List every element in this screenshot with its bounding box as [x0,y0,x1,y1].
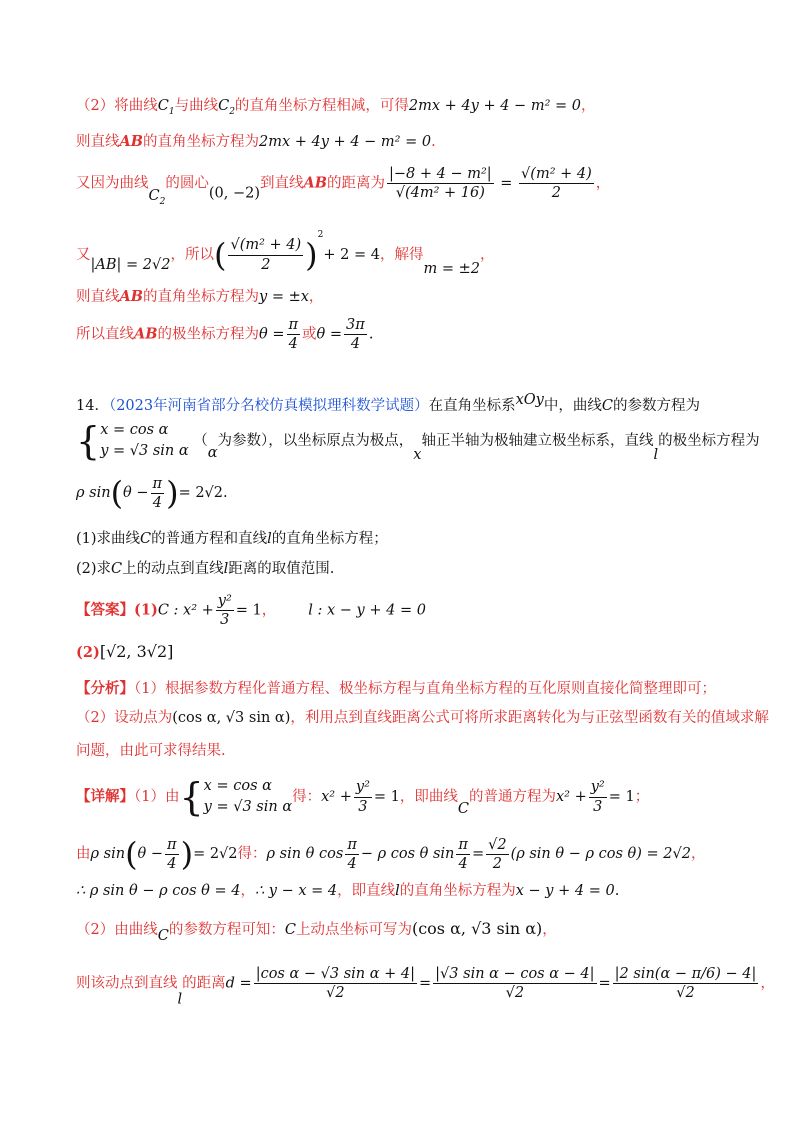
equation: = 1 [235,602,262,619]
text: ， [690,846,706,863]
curve-c: C [457,801,469,818]
text: 的直角坐标方程相减，可得 [234,98,409,114]
text: 在直角坐标系 [428,398,516,414]
equation: d = [225,975,252,992]
text: ， [542,922,557,938]
fraction: $\frac{\pi}{4}$ [167,836,177,872]
equation: = 1 [373,789,400,806]
fraction: $\frac{\pi}{4}$ [152,475,163,511]
text: ； [634,789,650,806]
text: 的普通方程为 [468,789,556,806]
fraction: $\frac{\pi}{4}$ [458,836,468,872]
text: . [223,485,228,502]
text: ， [580,98,596,114]
equation: + 2 = 4 [323,247,380,263]
fraction: $\frac{\text{|−8 + 4 − m²|}}{\text{√(4m² + 16)}}$ [389,166,492,202]
question-14-polar: ρ sin(θ − $\frac{\pi}{4}$ )= 2√2. [76,474,228,512]
equation: = 2√2 [178,485,224,502]
solution-part2-line2 [76,133,760,151]
text: 的参数方程为 [612,398,700,414]
param-system: x = cos α y = √3 sin α [100,422,189,460]
equation: y = ±x [259,289,309,305]
text: 的极坐标方程为 [157,326,260,343]
solution-part2-line5 [76,288,760,306]
answer-line-1 [76,592,760,629]
param-system: x = cos α y = √3 sin α [203,778,293,816]
answer-label: (2) [76,644,100,661]
alpha: α [207,445,218,462]
equation: = [419,975,432,992]
answer-range: [√2, 3√2] [99,642,174,661]
equation: = 2√2 [193,846,238,863]
text: 中，曲线 [543,398,602,414]
equation: |AB| = 2√2 [90,257,171,273]
text: 问题，由此可求得结果. [76,743,226,759]
center-point: (0, −2) [208,185,260,202]
equation: ρ sin [90,846,126,863]
curve-c: C [140,531,152,547]
text: ，解得 [379,247,424,263]
text: . [368,326,374,343]
equation: = [598,975,611,992]
equation: ∴ ρ sin θ − ρ cos θ = 4 [76,883,241,899]
text: 的直角坐标方程为 [143,134,260,150]
fraction: $\frac{3\pi}{4}$ [346,317,365,353]
fraction: $\frac{\text{√(m² + 4)}}{2}$ [230,237,302,273]
fraction: $\frac{\text{y²}}{3}$ [355,779,370,815]
text: 所以直线 [76,326,134,343]
text: 或 [302,326,317,343]
line-l: l [653,447,659,464]
answer-line-2 [76,642,760,662]
question-source: （2023年河南省部分名校仿真模拟理科数学试题） [108,398,429,414]
analysis-line-1 [76,680,760,698]
equation: θ − [123,485,149,502]
answer-tag: 【答案】 [76,601,134,619]
text: 距离的取值范围. [228,561,335,577]
equation: ρ sin [76,485,111,502]
text: 由 [76,846,91,863]
analysis-line-3 [76,743,760,760]
sub-question-2 [76,561,760,578]
equation: ∴ y − x = 4 [254,883,338,899]
text: ，所以 [170,247,214,263]
line-ab: AB [134,325,158,343]
fraction: $\frac{\text{|√3 sin α − cos α − 4|}}{√2}$ [435,966,595,1002]
text: 的距离 [182,975,226,992]
text: ，即直线 [337,883,396,899]
sub-question-1 [76,531,760,548]
curve-c2: $C_2$ [148,187,166,207]
text: ， [595,175,611,192]
text: 的直角坐标方程； [271,531,388,547]
point: (cos α, √3 sin α) [172,710,291,726]
text: 则该动点到直线 [76,975,178,992]
equation: x − y + 4 = 0 [515,883,615,899]
text: ， [479,247,495,263]
equation: θ − [137,846,164,863]
text: 的距离为 [327,175,385,192]
equation: x² + [321,789,352,806]
text: 的普通方程和直线 [151,531,268,547]
text: ，即曲线 [399,789,458,806]
text: (1)求曲线 [76,531,141,547]
curve-c1: $C_1$ [157,98,175,117]
point: (cos α, √3 sin α) [411,919,543,938]
fraction: $\frac{\text{|cos α − √3 sin α + 4|}}{√2}$ [255,966,416,1002]
text: ， [261,602,277,619]
equation: θ = [259,326,285,343]
equation: l : x − y + 4 = 0 [308,602,426,619]
text: ，利用点到直线距离公式可将所求距离转化为与正弦型函数有关的值域求解 [290,710,769,726]
fraction: $\frac{|2 \sin(\alpha - \pi/6) - 4|}{√2}$ [614,966,757,1002]
line-l: l [177,991,183,1008]
text: 则直线 [76,289,120,305]
detail-line-4 [76,919,760,945]
detail-line-1: 【详解】（1）由{ x = cos α y = √3 sin α 得：x² + $\frac{\text{y²}}{3}$ = 1，即曲线C的普通方程为x² + $\frac{\text{y²}}{3}$ = 1； [76,775,650,820]
solution-part2-line1 [76,98,760,118]
equation: ρ sin θ cos [266,846,344,863]
text: (2)求 [76,561,112,577]
result: m = ±2 [423,261,480,277]
equation: − ρ cos θ sin [360,846,455,863]
text: （1）由 [134,789,180,806]
text: 轴正半轴为极轴建立极坐标系，直线 [421,433,654,450]
text: （2）由曲线 [76,922,158,938]
line-l: l [267,531,272,547]
text: 上的动点到直线 [122,561,224,577]
fraction: $\frac{\text{y²}}{3}$ [217,593,232,629]
text: 的直角坐标方程为 [399,883,516,899]
text: ， [240,883,255,899]
text: （ [193,433,208,450]
text: 则直线 [76,134,120,150]
equation: (ρ sin θ − ρ cos θ) = 2√2 [510,846,691,863]
curve-c: C [284,922,296,938]
solution-part2-line3: 又因为曲线$C_2$的圆心(0, −2)到直线AB的距离为 $\frac{\text{|−8 + 4 − m²|}}{\text{√(4m² + 16)}}$ = $\frac{\text{√(m² + 4)}}{2}$ ， [76,166,611,207]
fraction: $\frac{\text{y²}}{3}$ [590,779,605,815]
equation: = 1 [608,789,635,806]
text: 又 [76,247,91,263]
equation: x² + [555,789,587,806]
text: 与曲线 [174,98,219,114]
text: 的极坐标方程为 [658,433,760,450]
equation: 2mx + 4y + 4 − m² = 0 [408,98,581,114]
x-axis: x [413,447,422,464]
text: ， [308,289,324,305]
fraction: $\frac{\pi}{4}$ [288,317,299,353]
coord-system: xOy [515,392,544,408]
text: （1）根据参数方程化普通方程、极坐标方程与直角坐标方程的互化原则直接化简整理即可； [134,681,716,697]
question-14-header [76,392,760,415]
detail-tag: 【详解】 [76,788,134,806]
equation: 2mx + 4y + 4 − m² = 0 [259,134,432,150]
line-l: l [395,883,400,899]
fraction: $\frac{\text{√(m² + 4)}}{2}$ [521,166,592,202]
curve-c2: $C_2$ [218,98,235,117]
question-number: 14． [76,398,109,414]
curve-c: C [601,398,613,414]
text: 得： [292,789,322,806]
text: . [431,134,436,150]
solution-part2-line6 [76,316,760,353]
line-l: l [223,561,229,577]
detail-line-5 [76,965,775,1009]
solution-part2-line4: 又|AB| = 2√2，所以( $\frac{\text{√(m² + 4)}}{2}$ )$^2$+ 2 = 4，解得m = ±2， [76,230,495,277]
equation: = [471,846,485,863]
answer-label: (1) [134,601,158,619]
text: （2）设动点为 [76,710,173,726]
text: 为参数），以坐标原点为极点， [217,433,414,450]
text: ， [760,975,775,992]
detail-line-3 [76,883,760,900]
equation: θ = [316,326,343,343]
curve-c: C [111,561,123,577]
detail-line-2: 由ρ sin(θ − $\frac{\pi}{4}$ )= 2√2得：ρ sin θ cos $\frac{\pi}{4}$ − ρ cos θ sin $\frac{\pi}{4}$ = $\frac{√2}{2}$ (ρ sin θ − ρ cos θ) = 2√2， [76,835,706,873]
text: 上动点坐标可写为 [295,922,412,938]
analysis-tag: 【分析】 [76,680,134,697]
equation: C : x² + [157,602,214,619]
text: 又因为曲线 [76,175,149,192]
text: 到直线 [259,175,304,192]
fraction: $\frac{\pi}{4}$ [347,836,357,872]
line-ab: AB [119,133,144,150]
text: 的参数方程可知： [168,922,285,938]
text: 得： [237,846,267,863]
text: 的直角坐标方程为 [143,289,260,305]
text: （2）将曲线 [76,98,158,114]
line-ab: AB [303,174,327,192]
fraction: $\frac{√2}{2}$ [488,836,507,872]
curve-c: C [157,928,169,944]
analysis-line-2 [76,710,769,727]
text: 的圆心 [165,175,209,192]
text: . [614,883,620,899]
question-14-params: { x = cos α y = √3 sin α （α为参数），以坐标原点为极点，x轴正半轴为极轴建立极坐标系，直线l的极坐标方程为 [76,419,760,464]
line-ab: AB [119,288,144,305]
